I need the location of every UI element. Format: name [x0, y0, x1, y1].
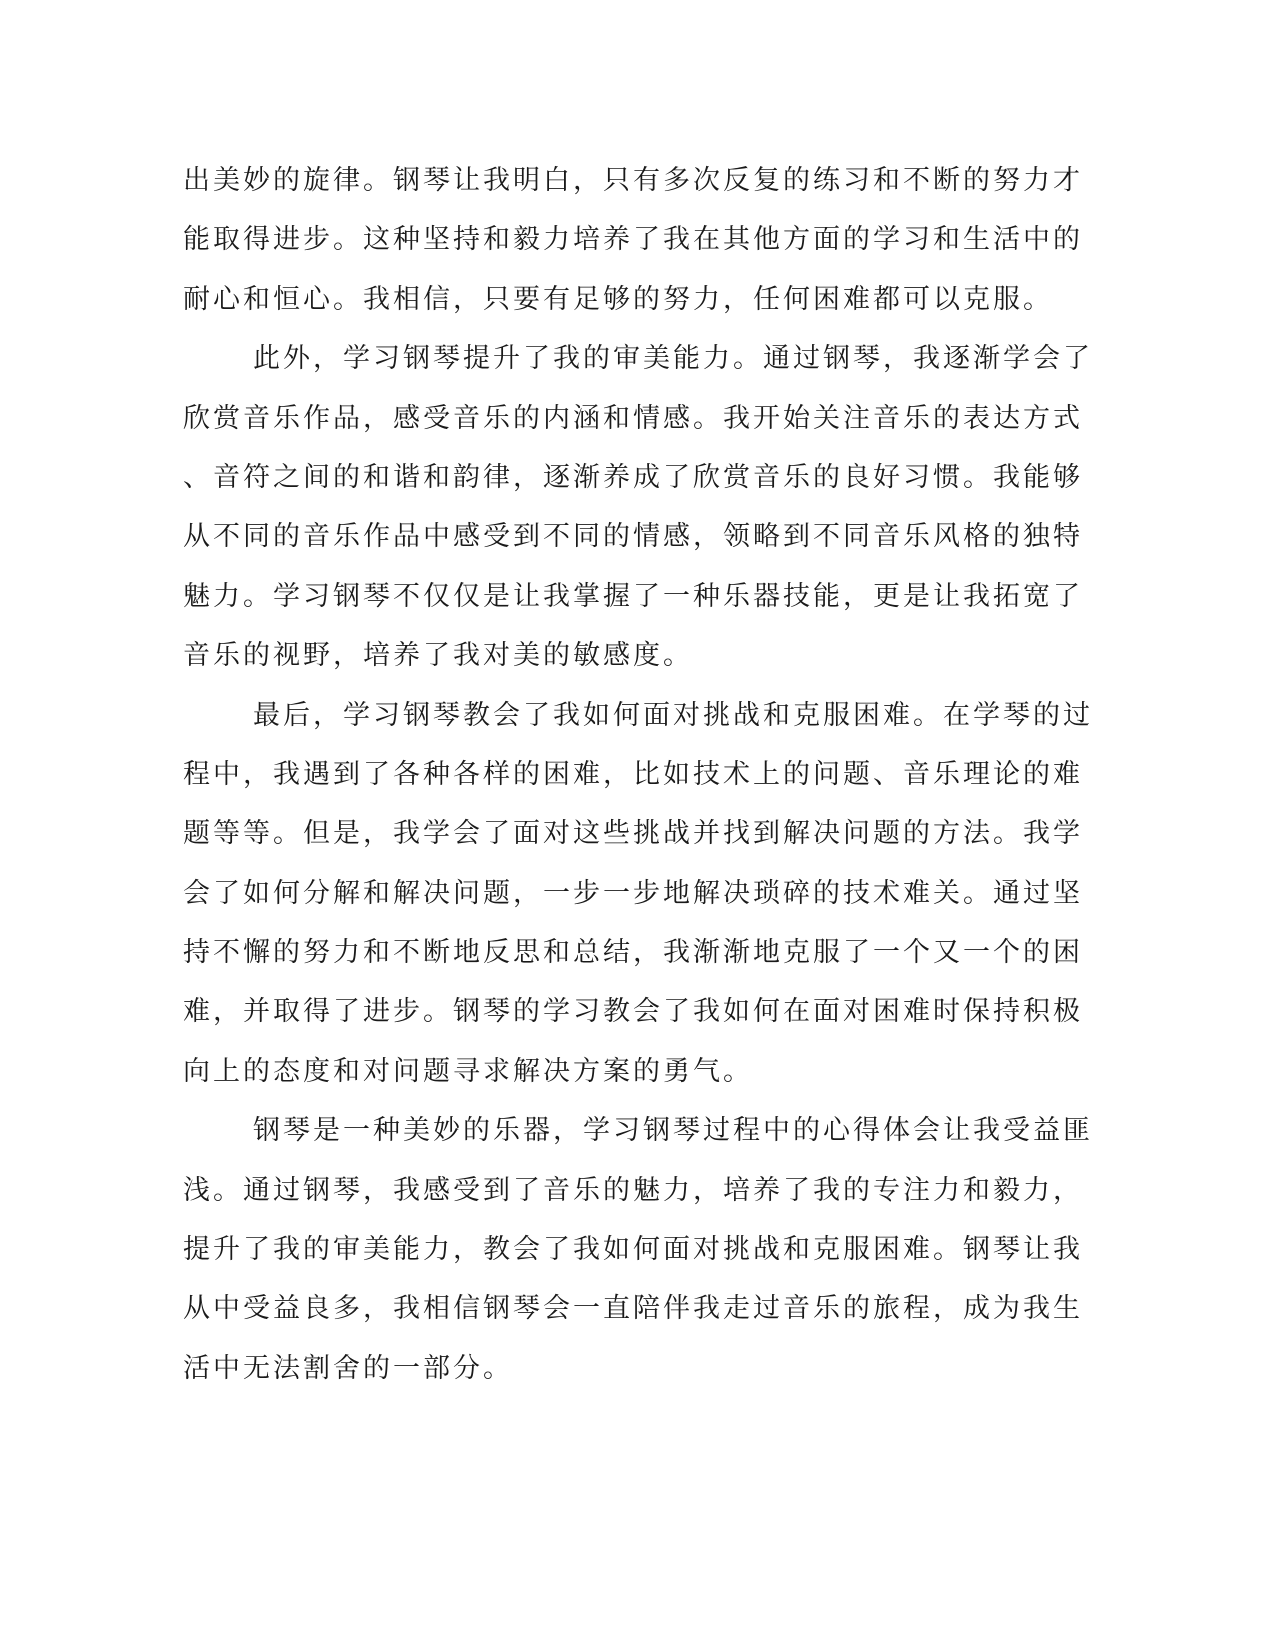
- text-line: 、音符之间的和谐和韵律，逐渐养成了欣赏音乐的良好习惯。我能够: [183, 461, 1083, 493]
- paragraph-start-line: 此外，学习钢琴提升了我的审美能力。通过钢琴，我逐渐学会了: [253, 343, 1093, 375]
- text-line: 向上的态度和对问题寻求解决方案的勇气。: [183, 1055, 753, 1087]
- text-line: 程中，我遇到了各种各样的困难，比如技术上的问题、音乐理论的难: [183, 758, 1083, 790]
- text-line: 难，并取得了进步。钢琴的学习教会了我如何在面对困难时保持积极: [183, 996, 1083, 1028]
- paragraph-start-line: 最后，学习钢琴教会了我如何面对挑战和克服困难。在学琴的过: [253, 699, 1093, 731]
- text-line: 从不同的音乐作品中感受到不同的情感，领略到不同音乐风格的独特: [183, 521, 1083, 553]
- text-line: 从中受益良多，我相信钢琴会一直陪伴我走过音乐的旅程，成为我生: [183, 1293, 1083, 1325]
- text-line: 题等等。但是，我学会了面对这些挑战并找到解决问题的方法。我学: [183, 818, 1083, 850]
- text-line: 持不懈的努力和不断地反思和总结，我渐渐地克服了一个又一个的困: [183, 937, 1083, 969]
- text-line: 耐心和恒心。我相信，只要有足够的努力，任何困难都可以克服。: [183, 283, 1053, 315]
- text-line: 能取得进步。这种坚持和毅力培养了我在其他方面的学习和生活中的: [183, 224, 1083, 256]
- text-line: 浅。通过钢琴，我感受到了音乐的魅力，培养了我的专注力和毅力，: [183, 1174, 1083, 1206]
- text-line: 会了如何分解和解决问题，一步一步地解决琐碎的技术难关。通过坚: [183, 877, 1083, 909]
- paragraph-start-line: 钢琴是一种美妙的乐器，学习钢琴过程中的心得体会让我受益匪: [253, 1115, 1093, 1147]
- text-line: 活中无法割舍的一部分。: [183, 1352, 513, 1384]
- text-line: 魅力。学习钢琴不仅仅是让我掌握了一种乐器技能，更是让我拓宽了: [183, 580, 1083, 612]
- body-text: [183, 151, 1093, 1398]
- text-line: 出美妙的旋律。钢琴让我明白，只有多次反复的练习和不断的努力才: [183, 165, 1083, 196]
- text-line: 音乐的视野，培养了我对美的敏感度。: [183, 640, 693, 672]
- text-line: 提升了我的审美能力，教会了我如何面对挑战和克服困难。钢琴让我: [183, 1234, 1083, 1266]
- text-line: 欣赏音乐作品，感受音乐的内涵和情感。我开始关注音乐的表达方式: [183, 402, 1083, 434]
